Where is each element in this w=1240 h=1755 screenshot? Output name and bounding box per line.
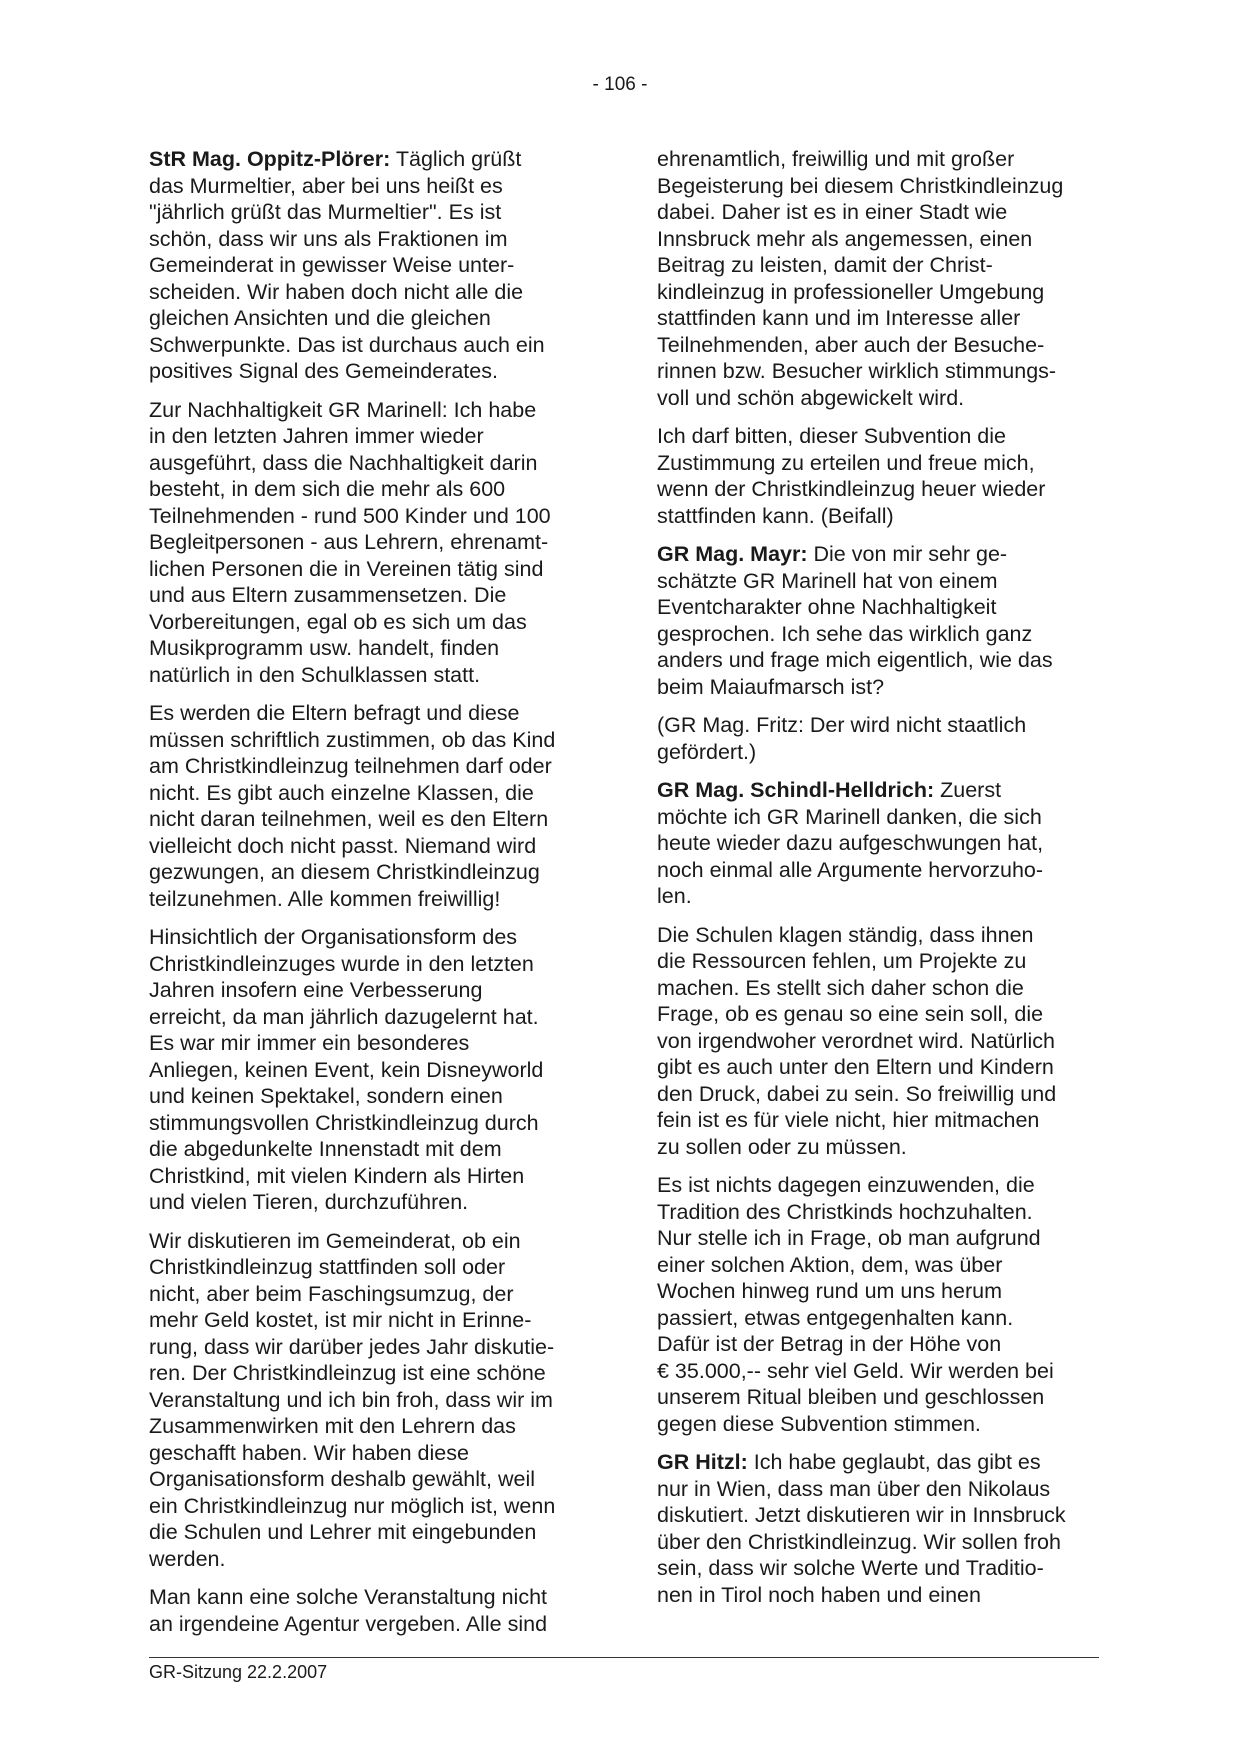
paragraph-text: Es ist nichts dagegen einzuwenden, die Tradition des Christkinds hochzuhalten. Nur stelle ich in Frage, ob man aufgrund einer solchen Aktion, dem, was über Wochen hinweg rund um uns herum passiert, etwas entgegenhalten kann. Dafür ist der Betrag in der Höhe von € 35.000,-- sehr viel Geld. Wir werden bei unserem Ritual bleiben und geschlossen gegen diese Subvention stimmen. <box>657 1173 1054 1436</box>
footer-session-label: GR-Sitzung 22.2.2007 <box>149 1662 328 1682</box>
paragraph <box>657 423 1097 529</box>
paragraph <box>149 397 589 689</box>
paragraph-text: Hinsichtlich der Organisationsform des Christkindleinzuges wurde in den letzten Jahren insofern eine Verbesserung erreicht, da man jährlich dazugelernt hat. Es war mir immer ein besonderes Anliegen, keinen Event, kein Disneyworld und keinen Spektakel, sondern einen stimmungsvollen Christkindleinzug durch die abgedunkelte Innenstadt mit dem Christkind, mit vielen Kindern als Hirten und vielen Tieren, durchzuführen. <box>149 925 544 1214</box>
paragraph-text: Zuerst möchte ich GR Marinell danken, die sich heute wieder dazu aufgeschwungen hat, noch einmal alle Argumente hervorzuho- len. <box>657 778 1044 908</box>
paragraph-text: Ich habe geglaubt, das gibt es nur in Wien, dass man über den Nikolaus diskutiert. Jetzt diskutieren wir in Innsbruck über den Christkindleinzug. Wir sollen froh sein, dass wir solche Werte und Traditio- nen in Tirol noch haben und einen <box>657 1450 1066 1607</box>
paragraph-text: ehrenamtlich, freiwillig und mit großer Begeisterung bei diesem Christkindleinzug dabei. Daher ist es in einer Stadt wie Innsbruck mehr als angemessen, einen Beitrag zu leisten, damit der Christ- kindleinzug in professioneller Umgebung stattfinden kann und im Interesse aller Teilnehmenden, aber auch der Besuche- rinnen bzw. Besucher wirklich stimmungs- voll und schön abgewickelt wird. <box>657 147 1064 410</box>
paragraph-text: Zur Nachhaltigkeit GR Marinell: Ich habe in den letzten Jahren immer wieder ausgeführt, dass die Nachhaltigkeit darin besteht, in dem sich die mehr als 600 Teilnehmenden - rund 500 Kinder und 100 Begleitpersonen - aus Lehrern, ehrenamt- lichen Personen die in Vereinen tätig sind und aus Eltern zusammensetzen. Die Vorbereitungen, egal ob es sich um das Musikprogramm usw. handelt, finden natürlich in den Schulklassen statt. <box>149 397 551 687</box>
speaker-name: StR Mag. Oppitz-Plörer: <box>149 147 391 171</box>
paragraph <box>657 922 1097 1161</box>
paragraph-text: Ich darf bitten, dieser Subvention die Zustimmung zu erteilen und freue mich, wenn der Christkindleinzug heuer wieder stattfinden kann. (Beifall) <box>657 424 1046 528</box>
paragraph <box>657 1172 1097 1437</box>
paragraph <box>149 700 589 912</box>
paragraph <box>657 712 1097 765</box>
paragraph <box>657 1449 1097 1608</box>
paragraph <box>149 1228 589 1573</box>
speaker-name: GR Hitzl: <box>657 1450 748 1474</box>
page-number: - 106 - <box>592 74 648 95</box>
paragraph <box>149 1584 589 1637</box>
footer-divider <box>149 1657 1099 1658</box>
paragraph-text: Wir diskutieren im Gemeinderat, ob ein Christkindleinzug stattfinden soll oder nicht, aber beim Faschingsumzug, der mehr Geld kostet, ist mir nicht in Erinne- rung, dass wir darüber jedes Jahr diskutie- ren. Der Christkindleinzug ist eine schöne Veranstaltung und ich bin froh, dass wir im Zusammenwirken mit den Lehrern das geschafft haben. Wir haben diese Organisationsform deshalb gewählt, weil ein Christkindleinzug nur möglich ist, wenn die Schulen und Lehrer mit eingebunden werden. <box>149 1228 556 1571</box>
speaker-name: GR Mag. Mayr: <box>657 542 808 566</box>
paragraph-text: Man kann eine solche Veranstaltung nicht an irgendeine Agentur vergeben. Alle sind <box>149 1585 548 1636</box>
paragraph-text: Die Schulen klagen ständig, dass ihnen die Ressourcen fehlen, um Projekte zu machen. Es stellt sich daher schon die Frage, ob es genau so eine sein soll, die von irgendwoher verordnet wird. Natürlich gibt es auch unter den Eltern und Kindern den Druck, dabei zu sein. So freiwillig und fein ist es für viele nicht, hier mitmachen zu sollen oder zu müssen. <box>657 922 1057 1159</box>
paragraph <box>149 924 589 1216</box>
paragraph <box>657 146 1097 411</box>
right-column <box>657 146 1097 1620</box>
paragraph <box>149 146 589 385</box>
paragraph <box>657 777 1097 910</box>
paragraph-text: Die von mir sehr ge- schätzte GR Marinell hat von einem Eventcharakter ohne Nachhaltigkeit gesprochen. Ich sehe das wirklich ganz anders und frage mich eigentlich, wie das beim Maiaufmarsch ist? <box>657 542 1053 699</box>
speaker-name: GR Mag. Schindl-Helldrich: <box>657 778 935 802</box>
paragraph-text: (GR Mag. Fritz: Der wird nicht staatlich gefördert.) <box>657 713 1027 764</box>
paragraph <box>657 541 1097 700</box>
left-column <box>149 146 589 1649</box>
paragraph-text: Es werden die Eltern befragt und diese müssen schriftlich zustimmen, ob das Kind am Christkindleinzug teilnehmen darf oder nicht. Es gibt auch einzelne Klassen, die nicht daran teilnehmen, weil es den Eltern vielleicht doch nicht passt. Niemand wird gezwungen, an diesem Christkindleinzug teilzunehmen. Alle kommen freiwillig! <box>149 701 556 911</box>
paragraph-text: Täglich grüßt das Murmeltier, aber bei uns heißt es "jährlich grüßt das Murmeltier". Es ist schön, dass wir uns als Fraktionen im Gemeinderat in gewisser Weise unter- scheiden. Wir haben doch nicht alle die gleichen Ansichten und die gleichen Schwerpunkte. Das ist durchaus auch ein positives Signal des Gemeinderates. <box>149 147 545 383</box>
